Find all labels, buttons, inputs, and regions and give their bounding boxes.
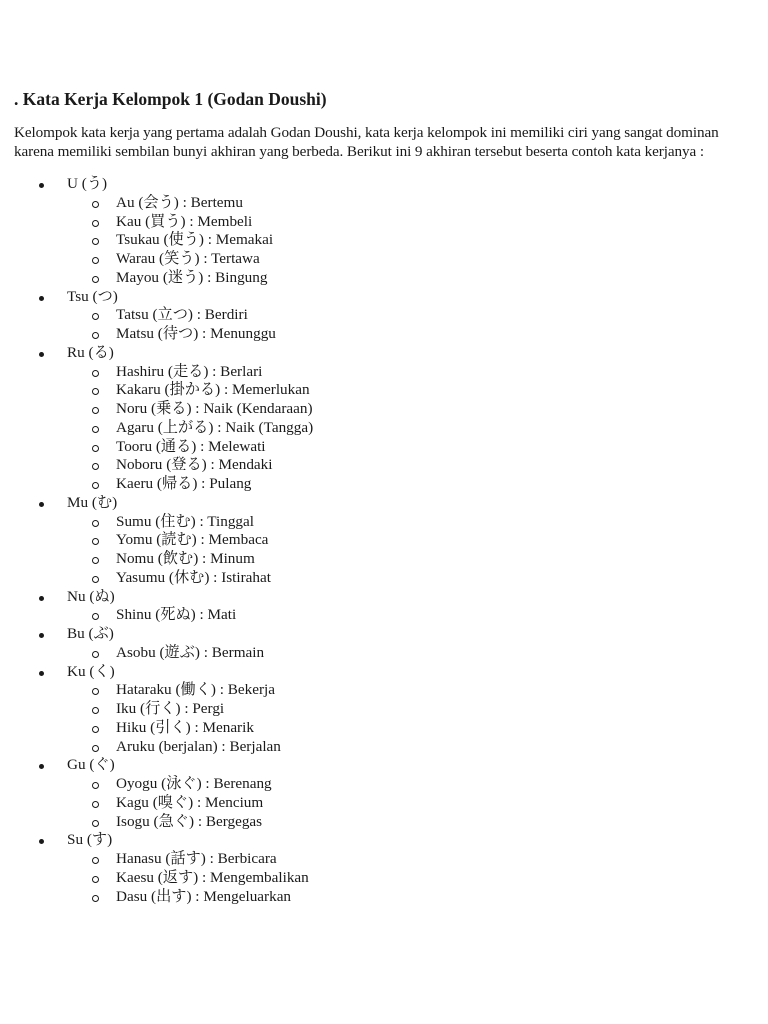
verb-text: Kakaru (掛かる) : Memerlukan [116, 381, 310, 399]
bullet-icon [39, 183, 44, 188]
verb-list [67, 850, 762, 906]
circle-bullet-icon [92, 332, 99, 339]
circle-bullet-icon [92, 782, 99, 789]
verb-item [67, 531, 762, 550]
group-label: Tsu (つ) [67, 287, 118, 305]
group-label: Ru (る) [67, 343, 114, 361]
verb-item [67, 719, 762, 738]
verb-text: Aruku (berjalan) : Berjalan [116, 737, 281, 755]
circle-bullet-icon [92, 257, 99, 264]
verb-item [67, 550, 762, 569]
bullet-icon [39, 502, 44, 507]
group-label: Su (す) [67, 831, 113, 849]
circle-bullet-icon [92, 801, 99, 808]
circle-bullet-icon [92, 613, 99, 620]
group-label: Mu (む) [67, 493, 118, 511]
circle-bullet-icon [92, 857, 99, 864]
verb-item [67, 738, 762, 757]
verb-item [67, 419, 762, 438]
verb-item [67, 400, 762, 419]
verb-text: Dasu (出す) : Mengeluarkan [116, 887, 292, 905]
group-label: Gu (ぐ) [67, 756, 115, 774]
verb-item [67, 794, 762, 813]
verb-item [67, 869, 762, 888]
circle-bullet-icon [92, 745, 99, 752]
verb-item [67, 269, 762, 288]
ending-group-gu [14, 756, 762, 831]
verb-list [67, 606, 762, 625]
verb-list [67, 644, 762, 663]
verb-text: Tsukau (使う) : Memakai [116, 231, 274, 249]
group-label: Nu (ぬ) [67, 587, 115, 605]
verb-text: Warau (笑う) : Tertawa [116, 250, 260, 267]
verb-item [67, 888, 762, 907]
verb-item [67, 513, 762, 532]
verb-list [67, 306, 762, 344]
circle-bullet-icon [92, 426, 99, 433]
verb-text: Tatsu (立つ) : Berdiri [116, 306, 248, 324]
verb-item [67, 438, 762, 457]
verb-text: Yasumu (休む) : Istirahat [116, 568, 271, 586]
verb-text: Asobu (遊ぶ) : Bermain [116, 643, 265, 661]
verb-text: Mayou (迷う) : Bingung [116, 268, 268, 286]
verb-text: Hataraku (働く) : Bekerja [116, 681, 275, 699]
bullet-icon [39, 352, 44, 357]
circle-bullet-icon [92, 201, 99, 208]
bullet-icon [39, 839, 44, 844]
verb-list [67, 775, 762, 831]
ending-group-nu [14, 588, 762, 626]
verb-text: Shinu (死ぬ) : Mati [116, 606, 237, 624]
circle-bullet-icon [92, 651, 99, 658]
group-label: U (う) [67, 175, 108, 192]
verb-text: Tooru (通る) : Melewati [116, 437, 266, 455]
circle-bullet-icon [92, 895, 99, 902]
circle-bullet-icon [92, 238, 99, 245]
ending-group-ku [14, 663, 762, 757]
circle-bullet-icon [92, 388, 99, 395]
verb-list [67, 363, 762, 494]
verb-text: Hashiru (走る) : Berlari [116, 362, 263, 380]
bullet-icon [39, 596, 44, 601]
circle-bullet-icon [92, 520, 99, 527]
verb-text: Nomu (飲む) : Minum [116, 550, 255, 567]
verb-item [67, 775, 762, 794]
verb-item [67, 606, 762, 625]
ending-group-mu [14, 494, 762, 588]
verb-item [67, 231, 762, 250]
group-label: Bu (ぶ) [67, 625, 114, 642]
verb-list [67, 513, 762, 588]
bullet-icon [39, 671, 44, 676]
document-page [14, 88, 762, 906]
verb-item [67, 850, 762, 869]
verb-text: Matsu (待つ) : Menunggu [116, 325, 276, 342]
circle-bullet-icon [92, 576, 99, 583]
ending-group-u [14, 175, 762, 288]
bullet-icon [39, 296, 44, 301]
circle-bullet-icon [92, 220, 99, 227]
ending-group-tsu [14, 288, 762, 344]
circle-bullet-icon [92, 876, 99, 883]
verb-text: Kaeru (帰る) : Pulang [116, 475, 252, 492]
verb-item [67, 213, 762, 232]
verb-item [67, 194, 762, 213]
circle-bullet-icon [92, 407, 99, 414]
verb-text: Iku (行く) : Pergi [116, 700, 225, 717]
verb-item [67, 475, 762, 494]
group-label: Ku (く) [67, 662, 115, 680]
circle-bullet-icon [92, 726, 99, 733]
verb-text: Kagu (嗅ぐ) : Mencium [116, 793, 264, 811]
verb-list [67, 681, 762, 756]
ending-group-list [14, 175, 762, 906]
bullet-icon [39, 633, 44, 638]
verb-item [67, 456, 762, 475]
bullet-icon [39, 764, 44, 769]
circle-bullet-icon [92, 445, 99, 452]
verb-item [67, 681, 762, 700]
verb-list [67, 194, 762, 288]
verb-item [67, 381, 762, 400]
circle-bullet-icon [92, 313, 99, 320]
verb-text: Kaesu (返す) : Mengembalikan [116, 868, 309, 886]
circle-bullet-icon [92, 463, 99, 470]
circle-bullet-icon [92, 370, 99, 377]
circle-bullet-icon [92, 557, 99, 564]
ending-group-ru [14, 344, 762, 494]
verb-text: Oyogu (泳ぐ) : Berenang [116, 775, 272, 792]
circle-bullet-icon [92, 820, 99, 827]
circle-bullet-icon [92, 276, 99, 283]
verb-text: Agaru (上がる) : Naik (Tangga) [116, 418, 314, 436]
verb-text: Isogu (急ぐ) : Bergegas [116, 812, 263, 830]
verb-item [67, 306, 762, 325]
verb-item [67, 569, 762, 588]
circle-bullet-icon [92, 707, 99, 714]
verb-item [67, 363, 762, 382]
verb-item [67, 250, 762, 269]
ending-group-bu [14, 625, 762, 663]
intro-paragraph: Kelompok kata kerja yang pertama adalah Godan Doushi, kata kerja kelompok ini memiliki ciri yang sangat dominan karena memiliki sembilan bunyi akhiran yang berbeda. Berikut ini 9 akhiran tersebut beserta contoh kata kerjanya : [14, 124, 719, 160]
verb-item [67, 700, 762, 719]
ending-group-su [14, 831, 762, 906]
circle-bullet-icon [92, 688, 99, 695]
verb-item [67, 644, 762, 663]
verb-text: Noboru (登る) : Mendaki [116, 456, 273, 474]
verb-text: Au (会う) : Bertemu [116, 193, 243, 211]
verb-item [67, 325, 762, 344]
verb-text: Hanasu (話す) : Berbicara [116, 850, 277, 867]
verb-item [67, 813, 762, 832]
section-heading: . Kata Kerja Kelompok 1 (Godan Doushi) [14, 89, 327, 109]
verb-text: Hiku (引く) : Menarik [116, 718, 254, 736]
verb-text: Sumu (住む) : Tinggal [116, 512, 254, 530]
circle-bullet-icon [92, 538, 99, 545]
verb-text: Kau (買う) : Membeli [116, 212, 253, 230]
circle-bullet-icon [92, 482, 99, 489]
verb-text: Noru (乗る) : Naik (Kendaraan) [116, 400, 313, 417]
verb-text: Yomu (読む) : Membaca [116, 531, 269, 549]
